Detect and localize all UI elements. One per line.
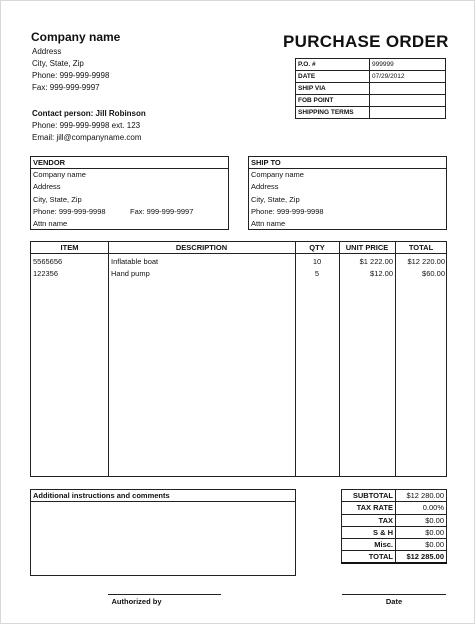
ship-to-company[interactable]: Company name xyxy=(251,170,304,179)
vendor-phone-fax-row xyxy=(31,206,228,218)
header-description: DESCRIPTION xyxy=(175,243,228,252)
header-item: ITEM xyxy=(60,243,79,252)
misc-row xyxy=(342,539,447,551)
row-2-qty[interactable]: 5 xyxy=(314,269,320,278)
ship-to-address[interactable]: Address xyxy=(251,182,279,192)
subtotal-value: $12 280.00 xyxy=(396,490,447,502)
ship-to-phone[interactable]: Phone: 999-999-9998 xyxy=(251,206,324,216)
total-value: $12 285.00 xyxy=(396,551,447,563)
tax-value: $0.00 xyxy=(396,514,447,526)
subtotal-label: SUBTOTAL xyxy=(342,490,396,502)
company-city-state-zip: City, State, Zip xyxy=(32,59,84,68)
comments-heading: Additional instructions and comments xyxy=(31,490,295,502)
ship-via-row xyxy=(296,83,446,95)
po-details-table xyxy=(295,58,446,119)
po-number-label: P.O. # xyxy=(296,59,370,71)
totals-table xyxy=(341,489,447,564)
tax-label: TAX xyxy=(342,514,396,526)
comments-box xyxy=(30,489,296,576)
fob-point-value[interactable] xyxy=(370,95,446,107)
contact-email: Email: jill@companyname.com xyxy=(32,133,142,142)
date-signature-line[interactable] xyxy=(342,594,446,595)
row-1-qty[interactable]: 10 xyxy=(312,257,322,266)
row-2-total: $60.00 xyxy=(422,269,445,278)
shipping-terms-value[interactable] xyxy=(370,107,446,119)
header-qty: QTY xyxy=(309,243,325,252)
po-number-row xyxy=(296,59,446,71)
company-phone: Phone: 999-999-9998 xyxy=(32,71,110,80)
po-date-row xyxy=(296,71,446,83)
shipping-terms-row xyxy=(296,107,446,119)
row-2-unit-price[interactable]: $12.00 xyxy=(370,269,393,278)
authorized-signature-line[interactable] xyxy=(108,594,221,595)
po-number-value[interactable]: 999999 xyxy=(370,59,446,71)
row-2-item[interactable]: 122356 xyxy=(33,269,59,278)
fob-point-label: FOB POINT xyxy=(296,95,370,107)
vendor-company[interactable]: Company name xyxy=(33,170,86,179)
company-address: Address xyxy=(32,47,62,56)
total-row xyxy=(342,551,447,563)
row-2-description[interactable]: Hand pump xyxy=(111,269,150,278)
vendor-phone[interactable]: Phone: 999-999-9998 xyxy=(33,206,106,216)
comments-area[interactable] xyxy=(31,502,295,576)
vendor-fax[interactable]: Fax: 999-999-9997 xyxy=(130,206,194,216)
tax-row xyxy=(342,514,447,526)
shipping-handling-value[interactable]: $0.00 xyxy=(396,526,447,538)
vendor-city-state-zip[interactable]: City, State, Zip xyxy=(33,194,82,204)
row-1-item[interactable]: 5565656 xyxy=(33,257,63,266)
document-title: PURCHASE ORDER xyxy=(283,32,449,51)
ship-to-box xyxy=(248,156,447,230)
shipping-handling-label: S & H xyxy=(342,526,396,538)
fob-point-row xyxy=(296,95,446,107)
column-divider xyxy=(108,242,109,476)
ship-to-heading: SHIP TO xyxy=(249,157,446,169)
tax-rate-row xyxy=(342,502,447,514)
row-1-description[interactable]: Inflatable boat xyxy=(111,257,159,266)
shipping-handling-row xyxy=(342,526,447,538)
contact-person: Contact person: Jill Robinson xyxy=(32,109,146,118)
tax-rate-label: TAX RATE xyxy=(342,502,396,514)
vendor-address[interactable]: Address xyxy=(33,182,61,192)
company-fax: Fax: 999-999-9997 xyxy=(32,83,100,92)
po-date-value[interactable]: 07/29/2012 xyxy=(370,71,446,83)
date-label: Date xyxy=(385,597,403,606)
total-label: TOTAL xyxy=(342,551,396,563)
ship-to-city-state-zip[interactable]: City, State, Zip xyxy=(251,194,300,204)
misc-value[interactable]: $0.00 xyxy=(396,539,447,551)
vendor-box xyxy=(30,156,229,230)
subtotal-row xyxy=(342,490,447,502)
row-1-unit-price[interactable]: $1 222.00 xyxy=(359,257,393,266)
misc-label: Misc. xyxy=(342,539,396,551)
ship-to-attn[interactable]: Attn name xyxy=(251,219,286,229)
po-date-label: DATE xyxy=(296,71,370,83)
authorized-by-label: Authorized by xyxy=(111,597,162,606)
tax-rate-value[interactable]: 0.00% xyxy=(396,502,447,514)
vendor-attn[interactable]: Attn name xyxy=(33,219,68,229)
vendor-heading: VENDOR xyxy=(31,157,228,169)
header-total: TOTAL xyxy=(408,243,434,252)
shipping-terms-label: SHIPPING TERMS xyxy=(296,107,370,119)
company-name: Company name xyxy=(31,30,121,44)
header-unit-price: UNIT PRICE xyxy=(345,243,389,252)
contact-phone: Phone: 999-999-9998 ext. 123 xyxy=(32,121,141,130)
ship-via-label: SHIP VIA xyxy=(296,83,370,95)
row-1-total: $12 220.00 xyxy=(407,257,445,266)
items-table xyxy=(30,241,447,477)
ship-via-value[interactable] xyxy=(370,83,446,95)
